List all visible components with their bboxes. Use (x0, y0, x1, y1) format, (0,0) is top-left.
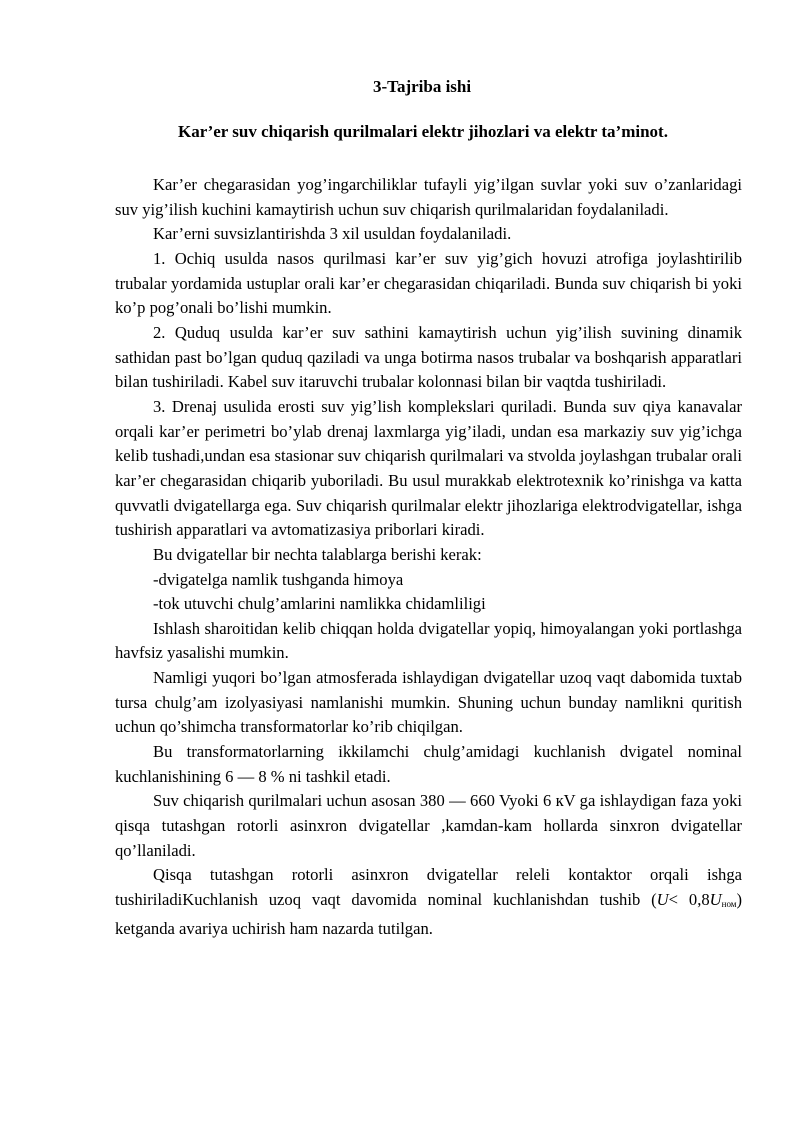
paragraph: Kar’er chegarasidan yog’ingarchiliklar tufayli yig’ilgan suvlar yoki suv o’zanlaridagi suv yig’ilish kuchini kamaytirish uchun suv chiqarish qurilmalaridan foydalaniladi. (115, 175, 742, 219)
page-subtitle: Kar’er suv chiqarish qurilmalari elektr jihozlari va elektr ta’minot. (178, 122, 668, 141)
paragraph: 1. Ochiq usulda nasos qurilmasi kar’er suv yig’gich hovuzi atrofiga joylashtirilib trubalar yordamida ustuplar orali kar’er chegarasidan chiqariladi. Bunda suv chiqarish bi yoki ko’p pog’onali bo’lishi mumkin. (115, 248, 742, 318)
paragraph: Namligi yuqori bo’lgan atmosferada ishlaydigan dvigatellar uzoq vaqt dabomida tuxtab tursa chulg’am izolyasiyasi namlanishi mumkin. Shuning uchun bunday namlikni quritish uchun qo’shimcha transformatorlar ko’rib chiqilgan. (115, 668, 742, 737)
paragraph: Bu dvigatellar bir nechta talablarga berishi kerak: (153, 544, 482, 564)
list-item: -tok utuvchi chulg’amlarini namlikka chidamliligi (153, 594, 486, 614)
paragraph-text: Qisqa tutashgan rotorli asinxron dvigatellar releli kontaktor orqali ishga tushiriladiKuchlanish uzoq vaqt davomida nominal kuchlanishdan tushib ( (115, 865, 742, 910)
paragraph: 3. Drenaj usulida erosti suv yig’lish komplekslari quriladi. Bunda suv qiya kanavalar orqali kar’er perimetri bo’ylab drenaj laxmlarga yig’iladi, undan esa markaziy suv yig’ichga kelib tushadi,undan esa stasionar suv chiqarish qurilmalari va stvolda joylashgan trubalar orali kar’er chegarasidan chiqarib yuboriladi. Bu usul murakkab elektrotexnik ko’rinishga va katta quvvatli dvigatellarga ega. Suv chiqarish qurilmalar elektr jihozlariga elektrodvigatellar, ishga tushirish apparatlari va avtomatizasiya priborlari kiradi. (115, 396, 742, 540)
document-body (115, 173, 742, 941)
subscript-nom: ном (721, 899, 737, 910)
paragraph-text: ) ketganda avariya uchirish ham nazarda tutilgan. (115, 890, 743, 938)
paragraph: Bu transformatorlarning ikkilamchi chulg’amidagi kuchlanish dvigatel nominal kuchlanishining 6 — 8 % ni tashkil etadi. (115, 742, 742, 786)
list-item: -dvigatelga namlik tushganda himoya (153, 569, 404, 589)
paragraph: Ishlash sharoitidan kelib chiqqan holda dvigatellar yopiq, himoyalangan yoki portlashga havfsiz yasalishi mumkin. (115, 618, 742, 663)
page-title: 3-Tajriba ishi (373, 77, 472, 96)
paragraph: Kar’erni suvsizlantirishda 3 xil usuldan foydalaniladi. (153, 224, 512, 244)
comparison-value: < 0,8 (668, 890, 710, 910)
paragraph: Suv chiqarish qurilmalari uchun asosan 380 — 660 Vyoki 6 кV ga ishlaydigan faza yoki qisqa tutashgan rotorli asinxron dvigatellar ,kamdan-kam hollarda sinxron dvigatellar qo’llaniladi. (115, 791, 742, 860)
paragraph: 2. Quduq usulda kar’er suv sathini kamaytirish uchun yig’ilish suvining dinamik sathidan past bo’lgan quduq qaziladi va unga botirma nasos trubalar va boshqarish apparatlari bilan tushiriladi. Kabel suv itaruvchi trubalar kolonnasi bilan bir vaqtda tushiriladi. (115, 322, 742, 392)
symbol-u: U (656, 890, 669, 910)
paragraph-last (115, 863, 742, 941)
symbol-u-nominal: U (709, 890, 722, 910)
